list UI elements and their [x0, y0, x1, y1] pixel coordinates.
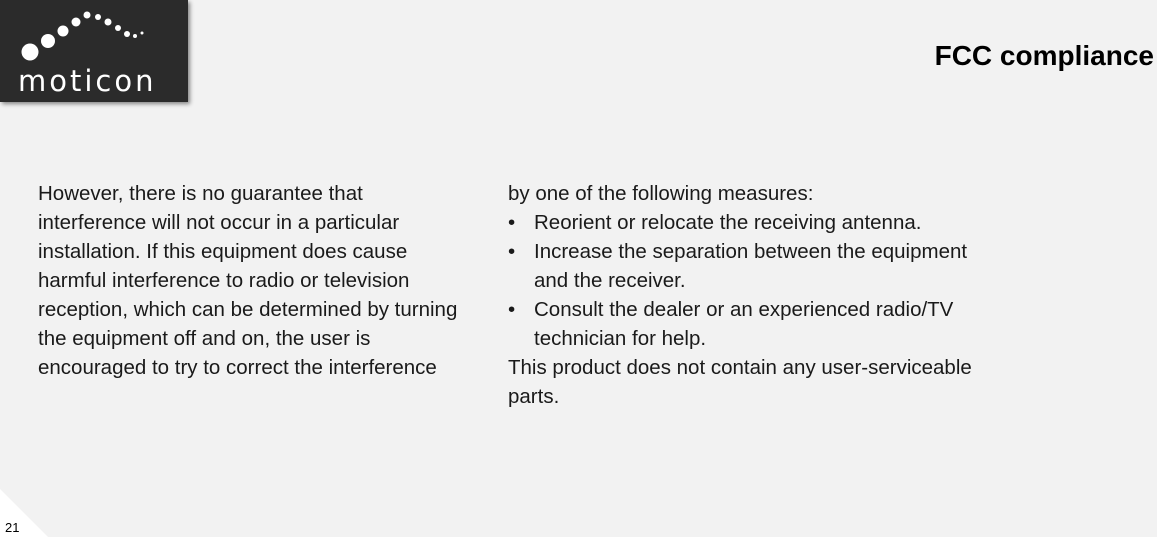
list-item	[508, 295, 988, 353]
list-item-text: Reorient or relocate the receiving antenna.	[534, 211, 922, 234]
page-number: 21	[5, 520, 20, 535]
page-title: FCC compliance	[934, 40, 1154, 71]
measures-list	[508, 208, 988, 353]
closing-note: This product does not contain any user-serviceable parts.	[508, 356, 972, 408]
left-paragraph: However, there is no guarantee that interference will not occur in a particular installation. If this equipment does cause harmful interference to radio or television reception, which can be determined by turning the equipment off and on, the user is encouraged to try to correct the interference	[38, 182, 458, 379]
list-item	[508, 208, 988, 237]
dots-arc-logo-icon	[0, 0, 188, 64]
bullet-icon: •	[508, 298, 516, 321]
brand-logo	[0, 0, 188, 102]
bullet-icon: •	[508, 240, 516, 263]
list-item	[508, 237, 988, 295]
measures-intro: by one of the following measures:	[508, 182, 814, 205]
list-item-text: Increase the separation between the equipment and the receiver.	[534, 240, 968, 292]
right-column	[508, 179, 988, 411]
list-item-text: Consult the dealer or an experienced radio/TV technician for help.	[534, 298, 954, 350]
logo-wordmark: moticon	[18, 64, 157, 98]
bullet-icon: •	[508, 211, 516, 234]
